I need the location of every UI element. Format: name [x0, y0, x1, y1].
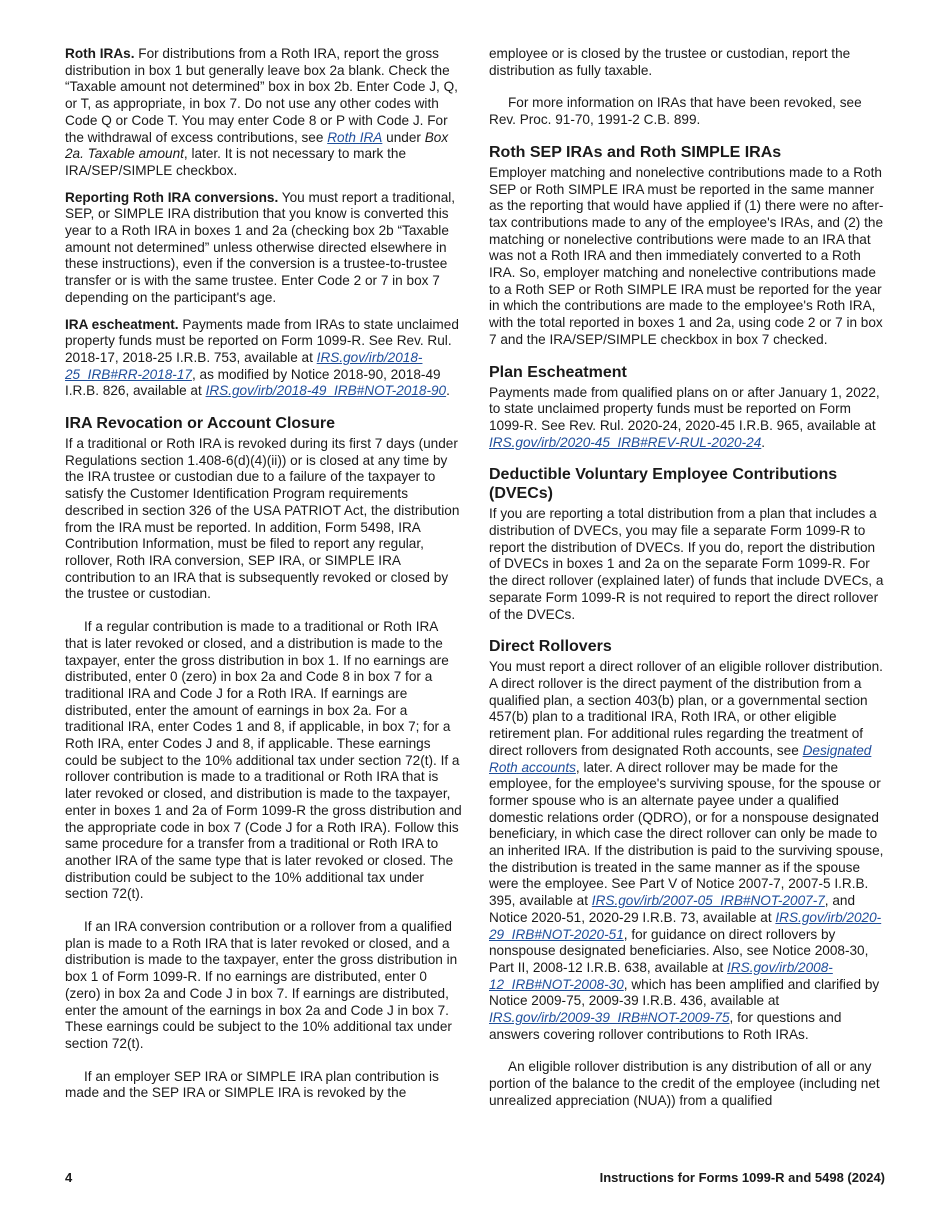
- roth-sep-heading: Roth SEP IRAs and Roth SIMPLE IRAs: [489, 143, 782, 161]
- roth-conversions-paragraph: Reporting Roth IRA conversions. You must report a traditional, SEP, or SIMPLE IRA distribution that you know is converted this year to a Roth IRA in boxes 1 and 2a (checking box 2b “Taxable amount not determined” unless otherwise directed elsewhere in these instructions), even if the conversion is a trustee-to-trustee transfer or is with the same trustee. Enter Code 2 or 7 in box 7 depending on the participant's age.: [65, 189, 456, 305]
- plan-escheatment-heading: Plan Escheatment: [489, 363, 627, 381]
- direct-rollovers-paragraph: You must report a direct rollover of an eligible rollover distribution. A direct rollover is the direct payment of the distribution from a qualified plan, a section 403(b) plan, or a governmental section 457(b) plan to a traditional IRA, Roth IRA, or other eligible retirement plan. For additional rules regarding the treatment of direct rollovers from designated Roth accounts, see Designated Roth accounts, later. A direct rollover may be made for the employee, for the employee's surviving spouse, for the spouse or former spouse who is an alternate payee under a qualified domestic relations order (QDRO), or for a nonspouse designated beneficiary, in which case the direct rollover can only be made to an inherited IRA. If the distribution is paid to the surviving spouse, the distribution is treated in the same manner as if the spouse were the employee. See Part V of Notice 2007-7, 2007-5 I.R.B. 395, available at IRS.gov/irb/2007-05_IRB#NOT-2007-7, and Notice 2020-51, 2020-29 I.R.B. 73, available at IRS.gov/irb/2020-29_IRB#NOT-2020-51, for guidance on direct rollovers by nonspouse designated beneficiaries. Also, see Notice 2008-30, Part II, 2008-12 I.R.B. 638, available at IRS.gov/irb/2008-12_IRB#NOT-2008-30, which has been amplified and clarified by Notice 2009-75, 2009-39 I.R.B. 436, available at IRS.gov/irb/2009-39_IRB#NOT-2009-75, for questions and answers covering rollover contributions to Roth IRAs.: [489, 659, 884, 1042]
- revocation-paragraph-2: If a regular contribution is made to a traditional or Roth IRA that is later revoked or closed, and a distribution is made to the taxpayer, enter the gross distribution in box 1. If no earnings are distributed, enter 0 (zero) in box 2a and Code 8 in box 7 for a traditional IRA and Code J for a Roth IRA. If earnings are distributed, enter the amount of earnings in box 2a. For a traditional IRA, enter Codes 1 and 8, if applicable, in box 7; for a Roth IRA, enter Codes J and 8, if applicable. These earnings could be subject to the 10% additional tax under section 72(t). If a rollover contribution is made to a traditional or Roth IRA that is later revoked or closed, and distribution is made to the taxpayer, enter in boxes 1 and 2a of Form 1099-R the gross distribution and the appropriate code in box 7 (Code J for a Roth IRA). Follow this same procedure for a transfer from a traditional or Roth IRA to another IRA of the same type that is later revoked or closed. The distribution could be subject to the 10% additional tax under section 72(t).: [65, 619, 462, 902]
- dvecs-heading: Deductible Voluntary Employee Contributions (DVECs): [489, 466, 838, 503]
- not-2009-75-link[interactable]: IRS.gov/irb/2009-39_IRB#NOT-2009-75: [489, 1010, 730, 1026]
- rr-2018-17-link[interactable]: IRS.gov/irb/2018-25_IRB#RR-2018-17: [65, 349, 423, 382]
- right-column: [489, 46, 887, 1120]
- ira-escheatment-paragraph: IRA escheatment. Payments made from IRAs to state unclaimed property funds must be reported on Form 1099-R. See Rev. Rul. 2018-17, 2018-25 I.R.B. 753, available at IRS.gov/irb/2018-25_IRB#RR-2018-17, as modified by Notice 2018-90, 2018-49 I.R.B. 826, available at IRS.gov/irb/2018-49_IRB#NOT-2018-90.: [65, 316, 459, 399]
- not-2007-7-link[interactable]: IRS.gov/irb/2007-05_IRB#NOT-2007-7: [591, 893, 825, 909]
- not-2020-51-link[interactable]: IRS.gov/irb/2020-29_IRB#NOT-2020-51: [489, 909, 882, 942]
- revoked-ira-more-info: For more information on IRAs that have been revoked, see Rev. Proc. 91-70, 1991-2 C.B. 899.: [489, 95, 862, 128]
- designated-roth-accounts-link[interactable]: Designated Roth accounts: [489, 742, 872, 775]
- roth-ira-link[interactable]: Roth IRA: [327, 129, 383, 145]
- page-number: 4: [65, 1170, 73, 1185]
- direct-rollovers-heading: Direct Rollovers: [489, 638, 612, 656]
- roth-iras-paragraph: Roth IRAs. For distributions from a Roth IRA, report the gross distribution in box 1 but generally leave box 2a blank. Check the “Taxable amount not determined” box in box 2b. Enter Code J, Q, or T, as appropriate, in box 7. Do not use any other codes with Code Q or Code T. You may enter Code 8 or P with Code J. For the withdrawal of excess contributions, see Roth IRA under Box 2a. Taxable amount, later. It is not necessary to mark the IRA/SEP/SIMPLE checkbox.: [65, 46, 458, 178]
- not-2018-90-link[interactable]: IRS.gov/irb/2018-49_IRB#NOT-2018-90: [205, 383, 447, 399]
- ira-escheatment-run-in: IRA escheatment.: [65, 316, 179, 332]
- roth-iras-run-in: Roth IRAs.: [65, 46, 135, 61]
- revocation-continued: employee or is closed by the trustee or custodian, report the distribution as fully taxable.: [489, 46, 851, 78]
- roth-conversions-run-in: Reporting Roth IRA conversions.: [65, 189, 279, 205]
- revocation-paragraph-1: If a traditional or Roth IRA is revoked during its first 7 days (under Regulations section 1.408-6(d)(4)(ii)) or is closed at any time by the IRA trustee or custodian due to a failure of the taxpayer to satisfy the Customer Identification Program requirements described in section 326 of the USA PATRIOT Act, the distribution from the IRA must be reported. In addition, Form 5498, IRA Contribution Information, must be filed to report any regular, rollover, Roth IRA conversion, SEP IRA, or SIMPLE IRA contribution to an IRA that is subsequently revoked or closed by the trustee or custodian.: [65, 436, 460, 602]
- plan-escheatment-paragraph: Payments made from qualified plans on or after January 1, 2022, to state unclaimed property funds must be reported on Form 1099-R. See Rev. Rul. 2020-24, 2020-45 I.R.B. 965, available at IRS.gov/irb/2020-45_IRB#REV-RUL-2020-24.: [489, 384, 880, 450]
- revocation-paragraph-3: If an IRA conversion contribution or a rollover from a qualified plan is made to a Roth IRA that is later revoked or closed, and a distribution is made to the taxpayer, enter the gross distribution in box 1 of Form 1099-R. If no earnings are distributed, enter 0 (zero) in box 2a and Code J in box 7. If earnings are distributed, enter the amount of the earnings in box 2a and Code J in box 7. These earnings could be subject to the 10% additional tax under section 72(t).: [65, 919, 458, 1051]
- roth-sep-paragraph: Employer matching and nonelective contributions made to a Roth SEP or Roth SIMPLE IRA must be reported in the same manner as the reporting that would have applied if (1) there were no after-tax contributions made to any of the employee's IRAs, and (2) the matching or nonelective contributions were made to an IRA that was not a Roth IRA and then immediately converted to a Roth IRA. So, employer matching and nonelective contributions made to a Roth SEP or Roth SIMPLE IRA must be reported for the year in which the contributions are made to the employee's Roth IRA, with the total reported in boxes 1 and 2a, using code 2 or 7 in box 7 and the IRA/SEP/SIMPLE checkbox in box 7 checked.: [489, 164, 884, 347]
- revocation-paragraph-4: If an employer SEP IRA or SIMPLE IRA plan contribution is made and the SEP IRA or SIMPLE IRA is revoked by the: [65, 1068, 439, 1101]
- left-column: [65, 46, 463, 1112]
- eligible-rollover-paragraph: An eligible rollover distribution is any distribution of all or any portion of the balance to the credit of the employee (including net unrealized appreciation (NUA)) from a qualified: [489, 1059, 880, 1108]
- dvecs-paragraph: If you are reporting a total distribution from a plan that includes a distribution of DVECs, you may file a separate Form 1099-R to report the distribution of DVECs. If you do, report the distribution of DVECs in boxes 1 and 2a on the separate Form 1099-R. For the direct rollover (explained later) of funds that include DVECs, a separate Form 1099-R is not required to report the direct rollover of the DVECs.: [489, 506, 884, 622]
- not-2008-30-link[interactable]: IRS.gov/irb/2008-12_IRB#NOT-2008-30: [489, 959, 833, 992]
- rev-rul-2020-24-link[interactable]: IRS.gov/irb/2020-45_IRB#REV-RUL-2020-24: [489, 434, 762, 450]
- ira-revocation-heading: IRA Revocation or Account Closure: [65, 415, 335, 433]
- footer-title: Instructions for Forms 1099-R and 5498 (2024): [599, 1170, 885, 1185]
